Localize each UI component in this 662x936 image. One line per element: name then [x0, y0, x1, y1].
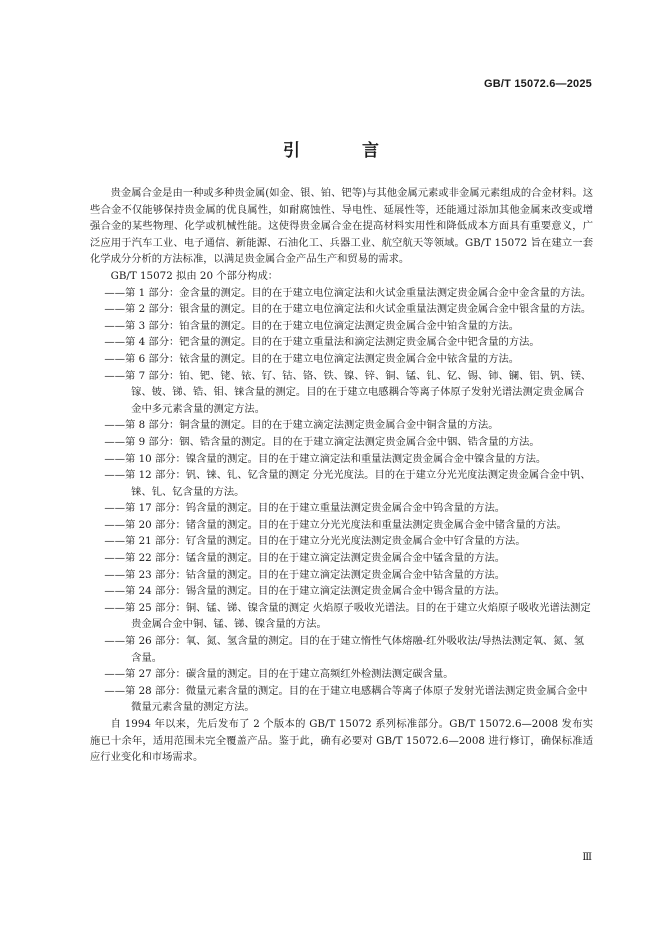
part-item: ——第 17 部分：钨含量的测定。目的在于建立重量法测定贵金属合金中钨含量的方法。	[104, 502, 506, 515]
part-item: ——第 24 部分：锡含量的测定。目的在于建立滴定法测定贵金属合金中锡含量的方法。	[104, 585, 506, 598]
intro-paragraph-2: GB/T 15072 拟由 20 个部分构成：	[110, 269, 279, 282]
intro-paragraph-1: 贵金属合金是由一种或多种贵金属(如金、银、铂、钯等)与其他金属元素或非金属元素组成的合金材料。这些合金不仅能够保持贵金属的优良属性，如耐腐蚀性、导电性、延展性等，还能通过添加其他金属来改变或增强合金的某些物理、化学或机械性能。这使得贵金属合金在提高材料实用性和降低成本方面具有重要意义，广泛应用于汽车工业、电子通信、新能源、石油化工、兵器工业、航空航天等领域。GB/T 15072 旨在建立一套化学成分分析的方法标准，以满足贵金属合金产品生产和贸易的需求。	[90, 187, 593, 266]
part-item: ——第 4 部分：钯含量的测定。目的在于建立重量法和滴定法测定贵金属合金中钯含量的方法。	[104, 336, 540, 349]
page-number: Ⅲ	[582, 852, 592, 863]
part-item: ——第 26 部分：氧、氮、氢含量的测定。目的在于建立惰性气体熔融-红外吸收法/导热法测定氧、氮、氢含量。	[104, 635, 585, 664]
part-item: ——第 2 部分：银含量的测定。目的在于建立电位滴定法和火试金重量法测定贵金属合金中银含量的方法。	[104, 303, 592, 316]
part-item: ——第 21 部分：钌含量的测定。目的在于建立分光光度法测定贵金属合金中钌含量的方法。	[104, 535, 526, 548]
part-item: ——第 27 部分：碳含量的测定。目的在于建立高频红外检测法测定碳含量。	[104, 668, 454, 681]
part-item: ——第 8 部分：铜含量的测定。目的在于建立滴定法测定贵金属合金中铜含量的方法。	[104, 419, 499, 432]
part-item: ——第 22 部分：锰含量的测定。目的在于建立滴定法测定贵金属合金中锰含量的方法。	[104, 552, 506, 565]
closing-paragraph: 自 1994 年以来，先后发布了 2 个版本的 GB/T 15072 系列标准部分。GB/T 15072.6—2008 发布实施已十余年，适用范围未完全覆盖产品。鉴于此，确有必要对 GB/T 15072.6—2008 进行修订，确保标准适应行业变化和市场需求。	[90, 718, 593, 764]
part-item: ——第 23 部分：钴含量的测定。目的在于建立滴定法测定贵金属合金中钴含量的方法。	[104, 568, 506, 581]
part-item: ——第 20 部分：锗含量的测定。目的在于建立分光光度法和重量法测定贵金属合金中锗含量的方法。	[104, 518, 567, 531]
part-item: ——第 28 部分：微量元素含量的测定。目的在于建立电感耦合等离子体原子发射光谱法测定贵金属合金中微量元素含量的测定方法。	[104, 684, 588, 714]
part-item: ——第 6 部分：铱含量的测定。目的在于建立电位滴定法测定贵金属合金中铱含量的方法。	[104, 352, 520, 365]
part-item: ——第 25 部分：铜、锰、锑、镍含量的测定 火焰原子吸收光谱法。目的在于建立火焰原子吸收光谱法测定贵金属合金中铜、锰、锑、镍含量的方法。	[104, 601, 591, 631]
page-title: 引 言	[283, 141, 407, 161]
part-item: ——第 7 部分：铂、钯、铑、铱、钌、钴、铬、铁、镍、锌、铜、锰、钆、钇、锡、铈、镧、铝、钒、镁、镓、铍、锑、锆、钼、铼含量的测定。目的在于建立电感耦合等离子体原子发射光谱法测定贵金属合金中多元素含量的测定方法。	[104, 369, 592, 415]
document-number: GB/T 15072.6—2025	[484, 78, 592, 90]
parts-list	[90, 285, 593, 716]
part-item: ——第 10 部分：镍含量的测定。目的在于建立滴定法和重量法测定贵金属合金中镍含量的方法。	[104, 452, 547, 465]
part-item: ——第 1 部分：金含量的测定。目的在于建立电位滴定法和火试金重量法测定贵金属合金中金含量的方法。	[104, 286, 592, 299]
document-body	[90, 185, 593, 766]
part-item: ——第 12 部分：钒、铼、钆、钇含量的测定 分光光度法。目的在于建立分光光度法测定贵金属合金中钒、铼、钆、钇含量的方法。	[104, 469, 591, 498]
part-item: ——第 9 部分：铟、锆含量的测定。目的在于建立滴定法测定贵金属合金中铟、锆含量的方法。	[104, 435, 540, 448]
part-item: ——第 3 部分：铂含量的测定。目的在于建立电位滴定法测定贵金属合金中铂含量的方法。	[104, 319, 520, 332]
